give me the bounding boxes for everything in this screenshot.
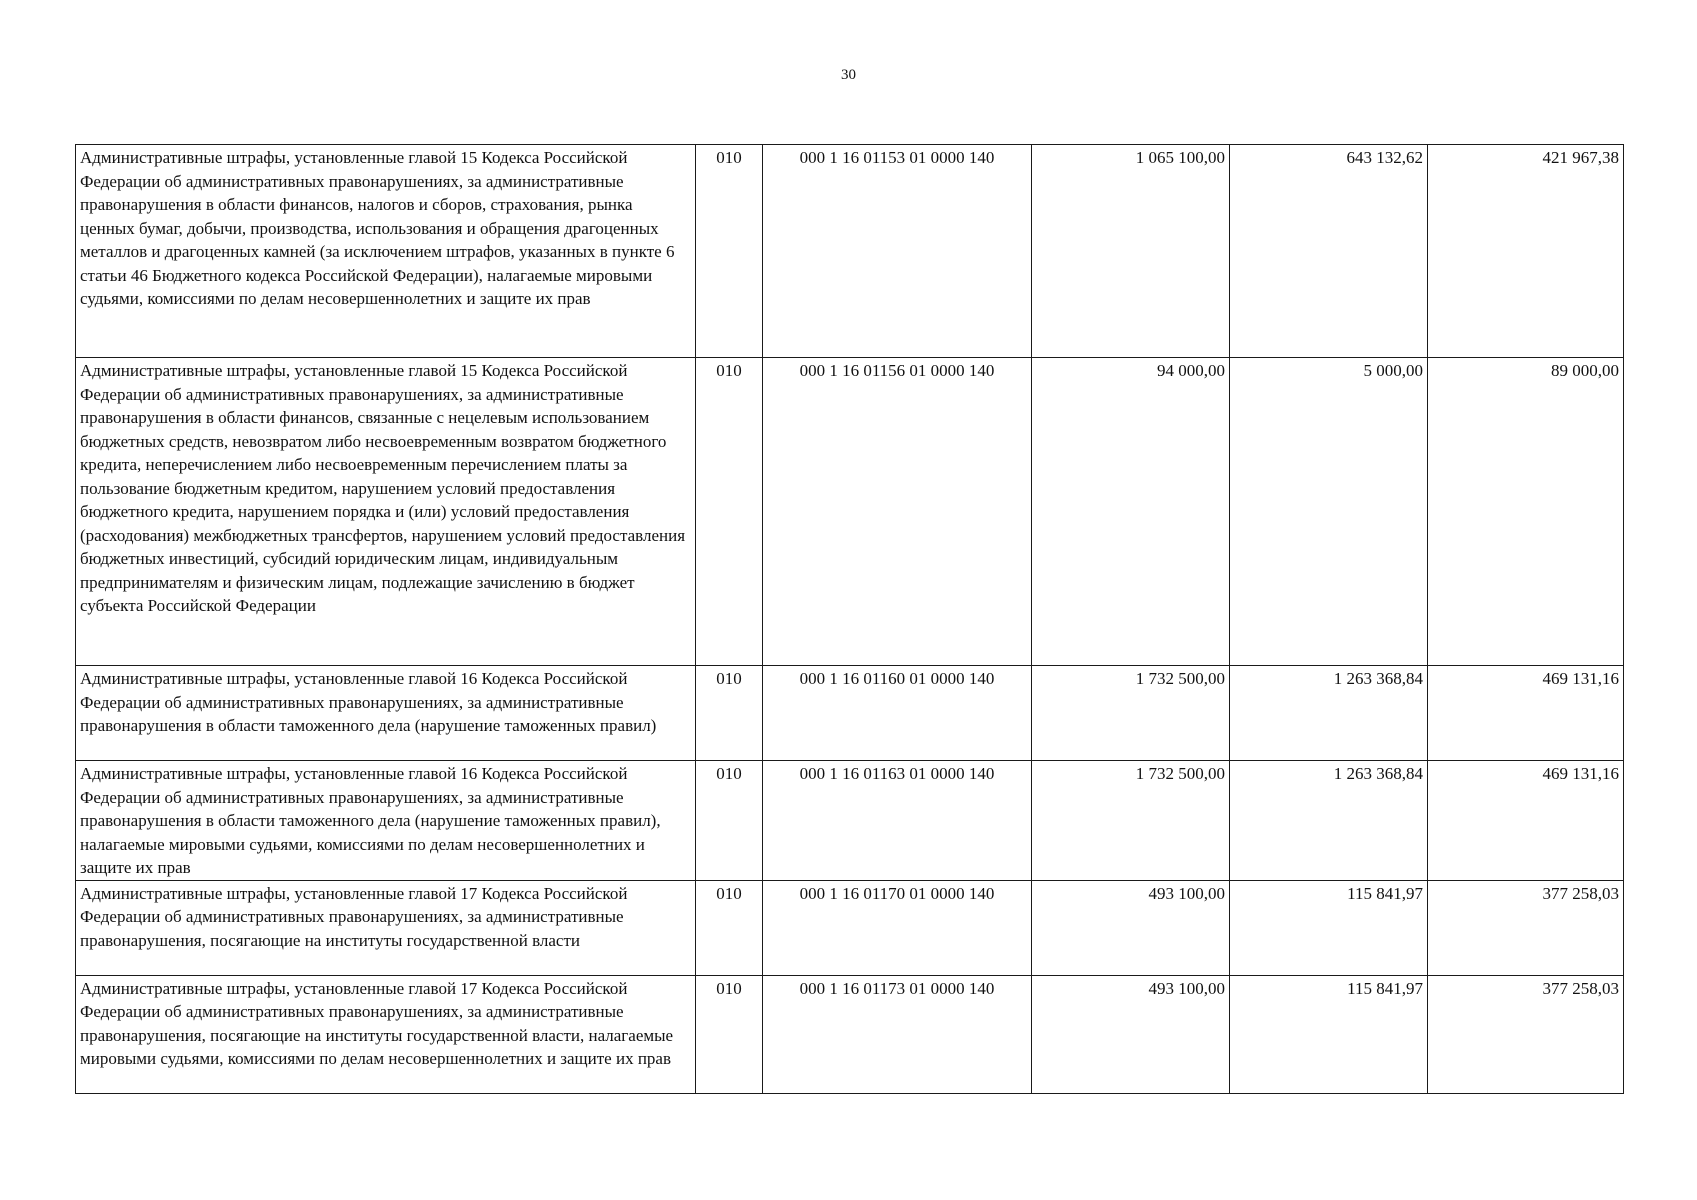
income-name-cell: Административные штрафы, установленные главой 17 Кодекса Российской Федерации об административных правонарушениях, за административные правонарушения, посягающие на институты государственной власти, налагаемые мировыми судьями, комиссиями по делам несовершеннолетних и защите их прав bbox=[76, 975, 696, 1093]
table-row bbox=[76, 761, 1624, 881]
executed-amount-cell: 115 841,97 bbox=[1230, 975, 1428, 1093]
line-code-cell: 010 bbox=[696, 358, 763, 666]
approved-amount-cell: 1 732 500,00 bbox=[1032, 666, 1230, 761]
budget-classification-code-cell: 000 1 16 01170 01 0000 140 bbox=[763, 880, 1032, 975]
budget-classification-code-cell: 000 1 16 01156 01 0000 140 bbox=[763, 358, 1032, 666]
unexecuted-amount-cell: 469 131,16 bbox=[1428, 761, 1624, 881]
line-code-cell: 010 bbox=[696, 666, 763, 761]
line-code-cell: 010 bbox=[696, 975, 763, 1093]
budget-classification-code-cell: 000 1 16 01163 01 0000 140 bbox=[763, 761, 1032, 881]
unexecuted-amount-cell: 377 258,03 bbox=[1428, 880, 1624, 975]
revenue-table bbox=[75, 144, 1624, 1094]
income-name-cell: Административные штрафы, установленные главой 16 Кодекса Российской Федерации об административных правонарушениях, за административные правонарушения в области таможенного дела (нарушение таможенных правил) bbox=[76, 666, 696, 761]
table-row bbox=[76, 145, 1624, 358]
line-code-cell: 010 bbox=[696, 880, 763, 975]
unexecuted-amount-cell: 377 258,03 bbox=[1428, 975, 1624, 1093]
approved-amount-cell: 493 100,00 bbox=[1032, 975, 1230, 1093]
budget-classification-code-cell: 000 1 16 01173 01 0000 140 bbox=[763, 975, 1032, 1093]
executed-amount-cell: 1 263 368,84 bbox=[1230, 761, 1428, 881]
executed-amount-cell: 643 132,62 bbox=[1230, 145, 1428, 358]
approved-amount-cell: 1 732 500,00 bbox=[1032, 761, 1230, 881]
table-row bbox=[76, 666, 1624, 761]
executed-amount-cell: 1 263 368,84 bbox=[1230, 666, 1428, 761]
approved-amount-cell: 94 000,00 bbox=[1032, 358, 1230, 666]
unexecuted-amount-cell: 421 967,38 bbox=[1428, 145, 1624, 358]
line-code-cell: 010 bbox=[696, 145, 763, 358]
approved-amount-cell: 1 065 100,00 bbox=[1032, 145, 1230, 358]
executed-amount-cell: 5 000,00 bbox=[1230, 358, 1428, 666]
table-row bbox=[76, 358, 1624, 666]
budget-classification-code-cell: 000 1 16 01153 01 0000 140 bbox=[763, 145, 1032, 358]
unexecuted-amount-cell: 89 000,00 bbox=[1428, 358, 1624, 666]
line-code-cell: 010 bbox=[696, 761, 763, 881]
approved-amount-cell: 493 100,00 bbox=[1032, 880, 1230, 975]
income-name-cell: Административные штрафы, установленные главой 17 Кодекса Российской Федерации об административных правонарушениях, за административные правонарушения, посягающие на институты государственной власти bbox=[76, 880, 696, 975]
table-row bbox=[76, 880, 1624, 975]
budget-classification-code-cell: 000 1 16 01160 01 0000 140 bbox=[763, 666, 1032, 761]
executed-amount-cell: 115 841,97 bbox=[1230, 880, 1428, 975]
income-name-cell: Административные штрафы, установленные главой 15 Кодекса Российской Федерации об административных правонарушениях, за административные правонарушения в области финансов, связанные с нецелевым использованием бюджетных средств, невозвратом либо несвоевременным возвратом бюджетного кредита, неперечислением либо несвоевременным перечислением платы за пользование бюджетным кредитом, нарушением условий предоставления бюджетного кредита, нарушением порядка и (или) условий предоставления (расходования) межбюджетных трансфертов, нарушением условий предоставления бюджетных инвестиций, субсидий юридическим лицам, индивидуальным предпринимателям и физическим лицам, подлежащие зачислению в бюджет субъекта Российской Федерации bbox=[76, 358, 696, 666]
income-name-cell: Административные штрафы, установленные главой 16 Кодекса Российской Федерации об административных правонарушениях, за административные правонарушения в области таможенного дела (нарушение таможенных правил), налагаемые мировыми судьями, комиссиями по делам несовершеннолетних и защите их прав bbox=[76, 761, 696, 881]
unexecuted-amount-cell: 469 131,16 bbox=[1428, 666, 1624, 761]
table-row bbox=[76, 975, 1624, 1093]
page-number: 30 bbox=[841, 67, 856, 83]
income-name-cell: Административные штрафы, установленные главой 15 Кодекса Российской Федерации об административных правонарушениях, за административные правонарушения в области финансов, налогов и сборов, страхования, рынка ценных бумаг, добычи, производства, использования и обращения драгоценных металлов и драгоценных камней (за исключением штрафов, указанных в пункте 6 статьи 46 Бюджетного кодекса Российской Федерации), налагаемые мировыми судьями, комиссиями по делам несовершеннолетних и защите их прав bbox=[76, 145, 696, 358]
